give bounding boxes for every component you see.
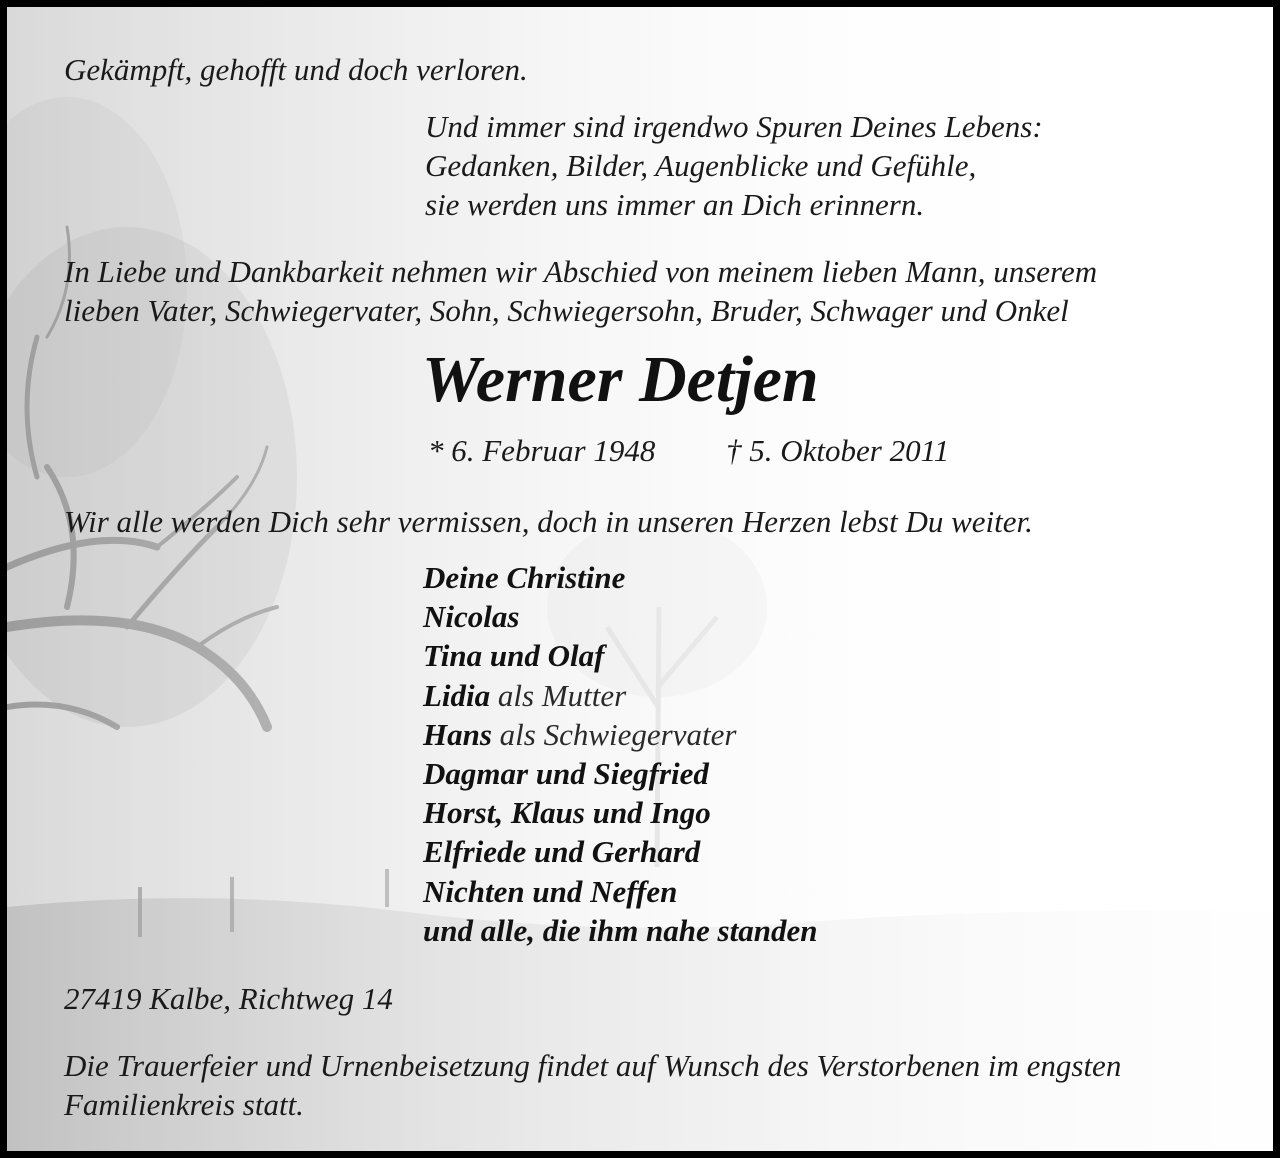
intro-line-1: In Liebe und Dankbarkeit nehmen wir Abschied von meinem lieben Mann, unserem xyxy=(64,254,1098,289)
mourner-item xyxy=(423,676,817,715)
mourner-item xyxy=(423,715,817,754)
mourner-item xyxy=(423,754,817,793)
mourner-item xyxy=(423,793,817,832)
ceremony-line-2: Familienkreis statt. xyxy=(64,1087,304,1122)
mourner-name: Nicolas xyxy=(423,599,520,635)
farewell-text: Wir alle werden Dich sehr vermissen, doch in unseren Herzen lebst Du weiter. xyxy=(64,504,1033,539)
death-date: † 5. Oktober 2011 xyxy=(726,433,950,468)
birth-date: * 6. Februar 1948 xyxy=(428,433,656,468)
mourner-name: und alle, die ihm nahe standen xyxy=(423,912,818,948)
mourner-item xyxy=(423,832,817,871)
quote-top: Gekämpft, gehofft und doch verloren. xyxy=(64,52,528,87)
verse-line-2: Gedanken, Bilder, Augenblicke und Gefühle, xyxy=(425,148,977,183)
mourner-name: Nichten und Neffen xyxy=(423,873,678,909)
verse-line-1: Und immer sind irgendwo Spuren Deines Lebens: xyxy=(425,109,1043,144)
mourner-relation: als Schwiegervater xyxy=(491,716,737,752)
mourner-item xyxy=(423,911,817,950)
mourner-name: Horst, Klaus und Ingo xyxy=(423,795,711,831)
address: 27419 Kalbe, Richtweg 14 xyxy=(64,981,393,1016)
mourner-relation: als Mutter xyxy=(490,677,627,713)
ceremony-line-1: Die Trauerfeier und Urnenbeisetzung findet auf Wunsch des Verstorbenen im engsten xyxy=(64,1048,1122,1083)
mourner-name: Elfriede und Gerhard xyxy=(423,834,701,870)
mourner-item xyxy=(423,872,817,911)
mourners-list xyxy=(423,558,817,950)
mourner-name: Dagmar und Siegfried xyxy=(423,756,709,792)
intro-line-2: lieben Vater, Schwiegervater, Sohn, Schwiegersohn, Bruder, Schwager und Onkel xyxy=(64,293,1069,328)
mourner-name: Hans xyxy=(423,716,492,752)
mourner-name: Deine Christine xyxy=(423,560,626,595)
mourner-item xyxy=(423,597,817,636)
deceased-name: Werner Detjen xyxy=(422,343,819,416)
mourner-item xyxy=(423,558,817,597)
mourner-name: Lidia xyxy=(423,677,491,713)
mourner-item xyxy=(423,636,817,675)
verse-line-3: sie werden uns immer an Dich erinnern. xyxy=(425,187,925,222)
mourner-name: Tina und Olaf xyxy=(423,638,605,674)
